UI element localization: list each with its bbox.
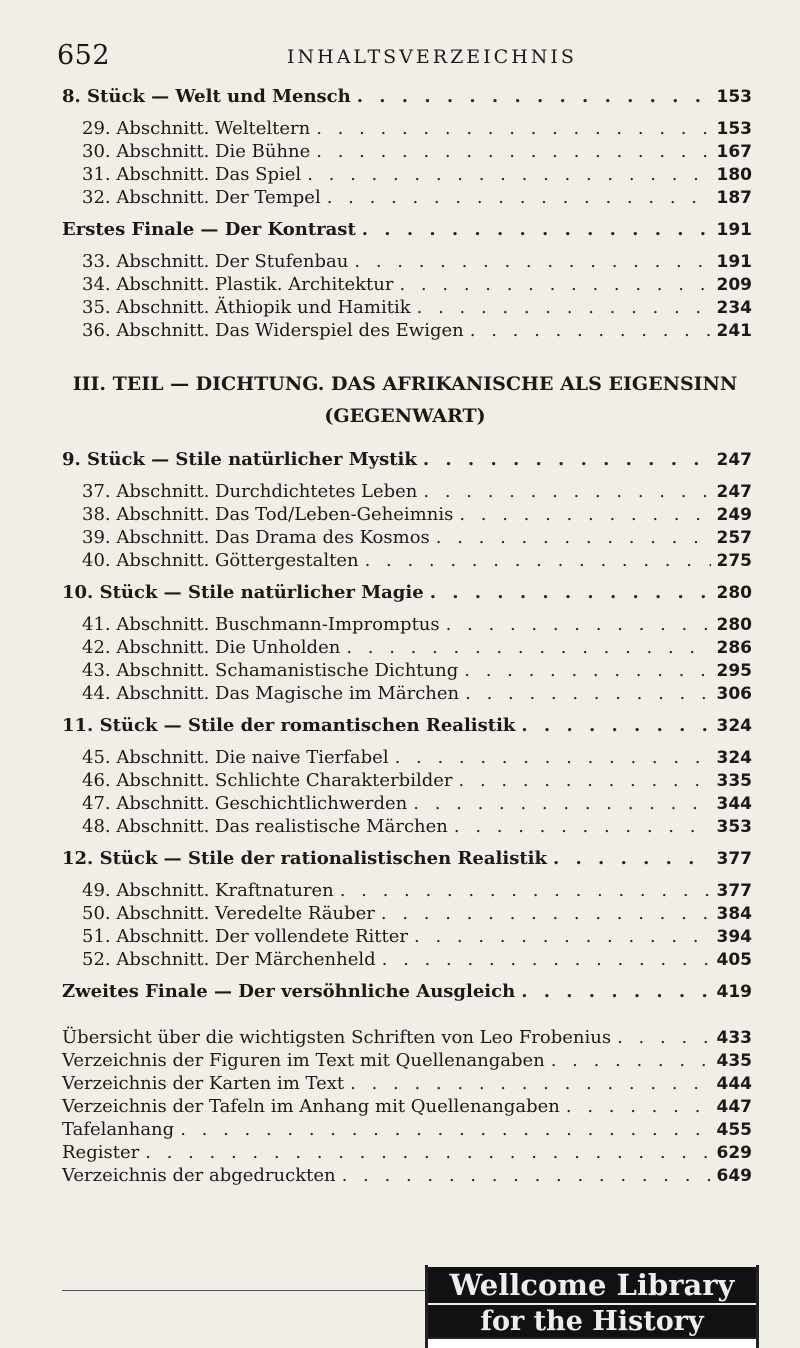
toc-entry: 30. Abschnitt. Die Bühne . . . 167 [82,140,752,166]
toc-entry: 37. Abschnitt. Durchdichtetes Leben . . . 247 [82,480,752,506]
toc-entry: 44. Abschnitt. Das Magische im Märchen . . . 306 [82,682,752,708]
toc-entry: 40. Abschnitt. Göttergestalten . . . 275 [82,549,752,575]
toc-entry: 34. Abschnitt. Plastik. Architektur . . . 209 [82,273,752,299]
stamp-line-3 [428,1337,756,1348]
toc-entry: 46. Abschnitt. Schlichte Charakterbilder . . . 335 [82,769,752,795]
toc-entry: 39. Abschnitt. Das Drama des Kosmos . . . 257 [82,526,752,552]
toc-entry: 49. Abschnitt. Kraftnaturen . . . 377 [82,879,752,905]
toc-entry: 52. Abschnitt. Der Märchenheld . . . 405 [82,948,752,974]
toc-entry: 29. Abschnitt. Welteltern . . . 153 [82,117,752,143]
toc-entry: 35. Abschnitt. Äthiopik und Hamitik . . . 234 [82,296,752,322]
toc-entry: 31. Abschnitt. Das Spiel . . . 180 [82,163,752,189]
page-header [57,40,752,76]
page-number: 652 [57,40,111,71]
toc-entry: 47. Abschnitt. Geschichtlichwerden . . . 344 [82,792,752,818]
toc-appendix: Verzeichnis der Karten im Text . . . 444 [62,1072,752,1098]
part-title-line2: (GEGENWART) [324,405,486,427]
stamp-line-1: Wellcome Library [428,1267,756,1303]
part-title-line1: III. TEIL — DICHTUNG. DAS AFRIKANISCHE ALS EIGENSINN [72,373,738,395]
toc-entry: 43. Abschnitt. Schamanistische Dichtung . . . 295 [82,659,752,685]
running-title: INHALTSVERZEICHNIS [287,46,577,68]
stamp-line-2: for the History [428,1305,756,1337]
toc-appendix: Übersicht über die wichtigsten Schriften von Leo Frobenius . . . 433 [62,1026,752,1052]
toc-entry: 38. Abschnitt. Das Tod/Leben-Geheimnis . . . 249 [82,503,752,529]
toc-entry: 45. Abschnitt. Die naive Tierfabel . . . 324 [82,746,752,772]
toc-chapter: 8. Stück — Welt und Mensch . . . 153 [62,85,752,111]
toc-appendix: Tafelanhang . . . 455 [62,1118,752,1144]
toc-appendix: Verzeichnis der abgedruckten . . . 649 [62,1164,752,1190]
toc-chapter: Erstes Finale — Der Kontrast . . . 191 [62,218,752,244]
toc-appendix: Verzeichnis der Tafeln im Anhang mit Quellenangaben . . . 447 [62,1095,752,1121]
toc-entry: 32. Abschnitt. Der Tempel . . . 187 [82,186,752,212]
toc-chapter: 12. Stück — Stile der rationalistischen Realistik . . . 377 [62,847,752,873]
toc-entry: 36. Abschnitt. Das Widerspiel des Ewigen . . . 241 [82,319,752,345]
toc-appendix: Verzeichnis der Figuren im Text mit Quellenangaben . . . 435 [62,1049,752,1075]
toc-entry: 50. Abschnitt. Veredelte Räuber . . . 384 [82,902,752,928]
toc-entry: 41. Abschnitt. Buschmann-Impromptus . . . 280 [82,613,752,639]
toc-entry: 33. Abschnitt. Der Stufenbau . . . 191 [82,250,752,276]
toc-entry: 42. Abschnitt. Die Unholden . . . 286 [82,636,752,662]
library-stamp [425,1265,759,1348]
toc-entry: 48. Abschnitt. Das realistische Märchen . . . 353 [82,815,752,841]
toc-chapter: 10. Stück — Stile natürlicher Magie . . . 280 [62,581,752,607]
toc-entry: 51. Abschnitt. Der vollendete Ritter . . . 394 [82,925,752,951]
toc-chapter: 11. Stück — Stile der romantischen Realistik . . . 324 [62,714,752,740]
toc-chapter: Zweites Finale — Der versöhnliche Ausgleich . . . 419 [62,980,752,1006]
toc-chapter: 9. Stück — Stile natürlicher Mystik . . . 247 [62,448,752,474]
toc-appendix: Register . . . 629 [62,1141,752,1167]
